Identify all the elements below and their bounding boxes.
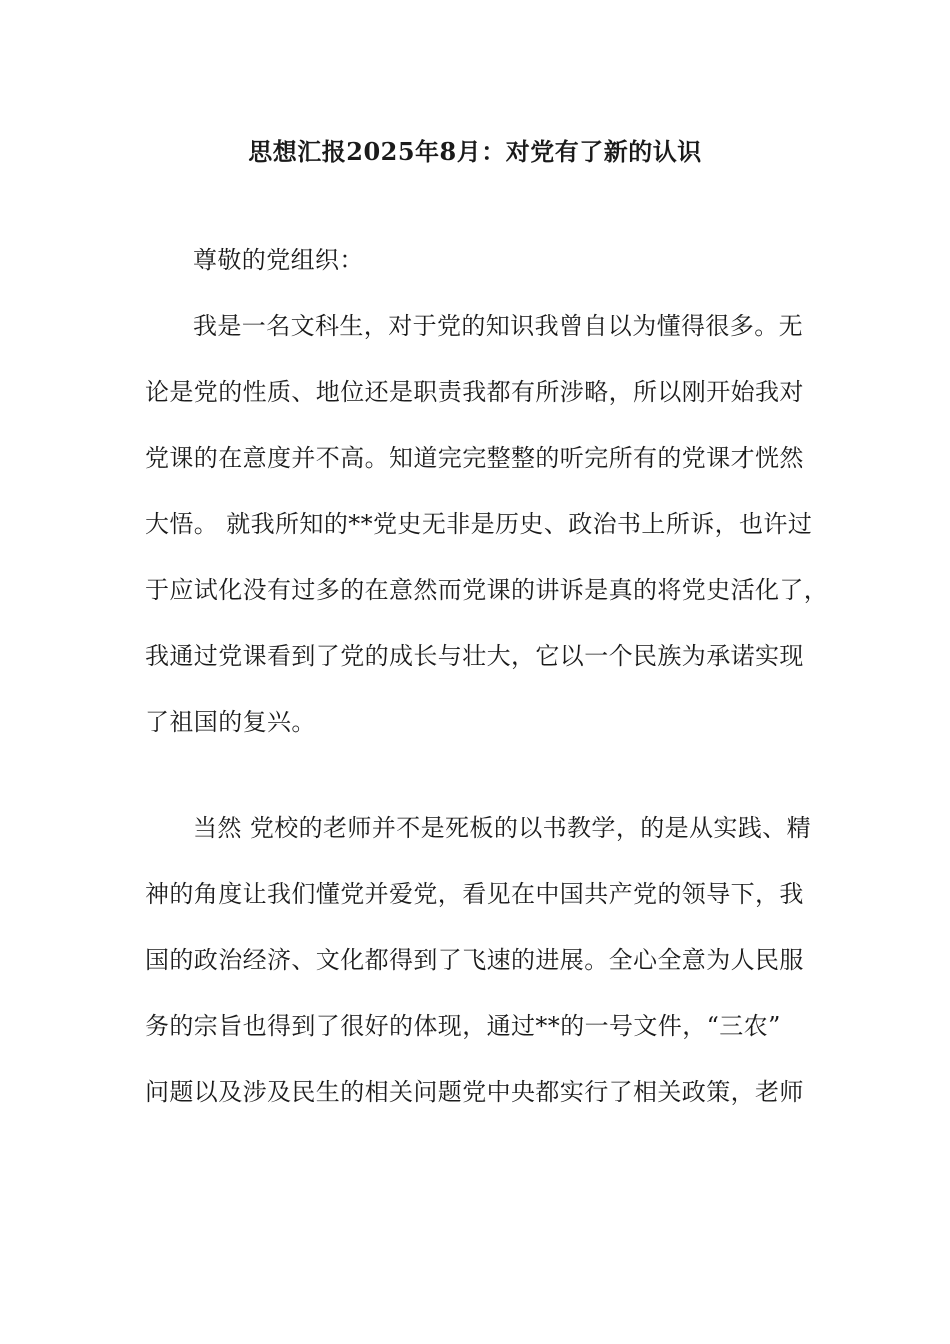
paragraph-line: 我是一名文科生，对于党的知识我曾自以为懂得很多。无 (193, 312, 803, 340)
paragraph-line: 于应试化没有过多的在意然而党课的讲诉是真的将党史活化了， (145, 576, 829, 604)
paragraph-line: 神的角度让我们懂党并爱党，看见在中国共产党的领导下，我 (145, 880, 804, 908)
paragraph-line: 大悟。 就我所知的**党史无非是历史、政治书上所诉，也许过 (145, 510, 813, 538)
document-body (145, 227, 829, 1125)
paragraph-line: 当然 党校的老师并不是死板的以书教学，的是从实践、精 (193, 814, 812, 842)
paragraph-line: 务的宗旨也得到了很好的体现，通过**的一号文件，“三农” (145, 1012, 781, 1040)
paragraph-1 (145, 293, 829, 755)
paragraph-gap (145, 755, 825, 795)
paragraph-line: 了祖国的复兴。 (145, 708, 316, 736)
paragraph-line: 国的政治经济、文化都得到了飞速的进展。全心全意为人民服 (145, 946, 804, 974)
paragraph-line: 问题以及涉及民生的相关问题党中央都实行了相关政策，老师 (145, 1078, 804, 1106)
paragraph-line: 论是党的性质、地位还是职责我都有所涉略，所以刚开始我对 (145, 378, 804, 406)
paragraph-line: 党课的在意度并不高。知道完完整整的听完所有的党课才恍然 (145, 444, 804, 472)
paragraph-line: 我通过党课看到了党的成长与壮大，它以一个民族为承诺实现 (145, 642, 804, 670)
document-title: 思想汇报2025年8月：对党有了新的认识 (248, 137, 702, 166)
salutation: 尊敬的党组织： (193, 246, 364, 274)
paragraph-2 (145, 795, 825, 1125)
